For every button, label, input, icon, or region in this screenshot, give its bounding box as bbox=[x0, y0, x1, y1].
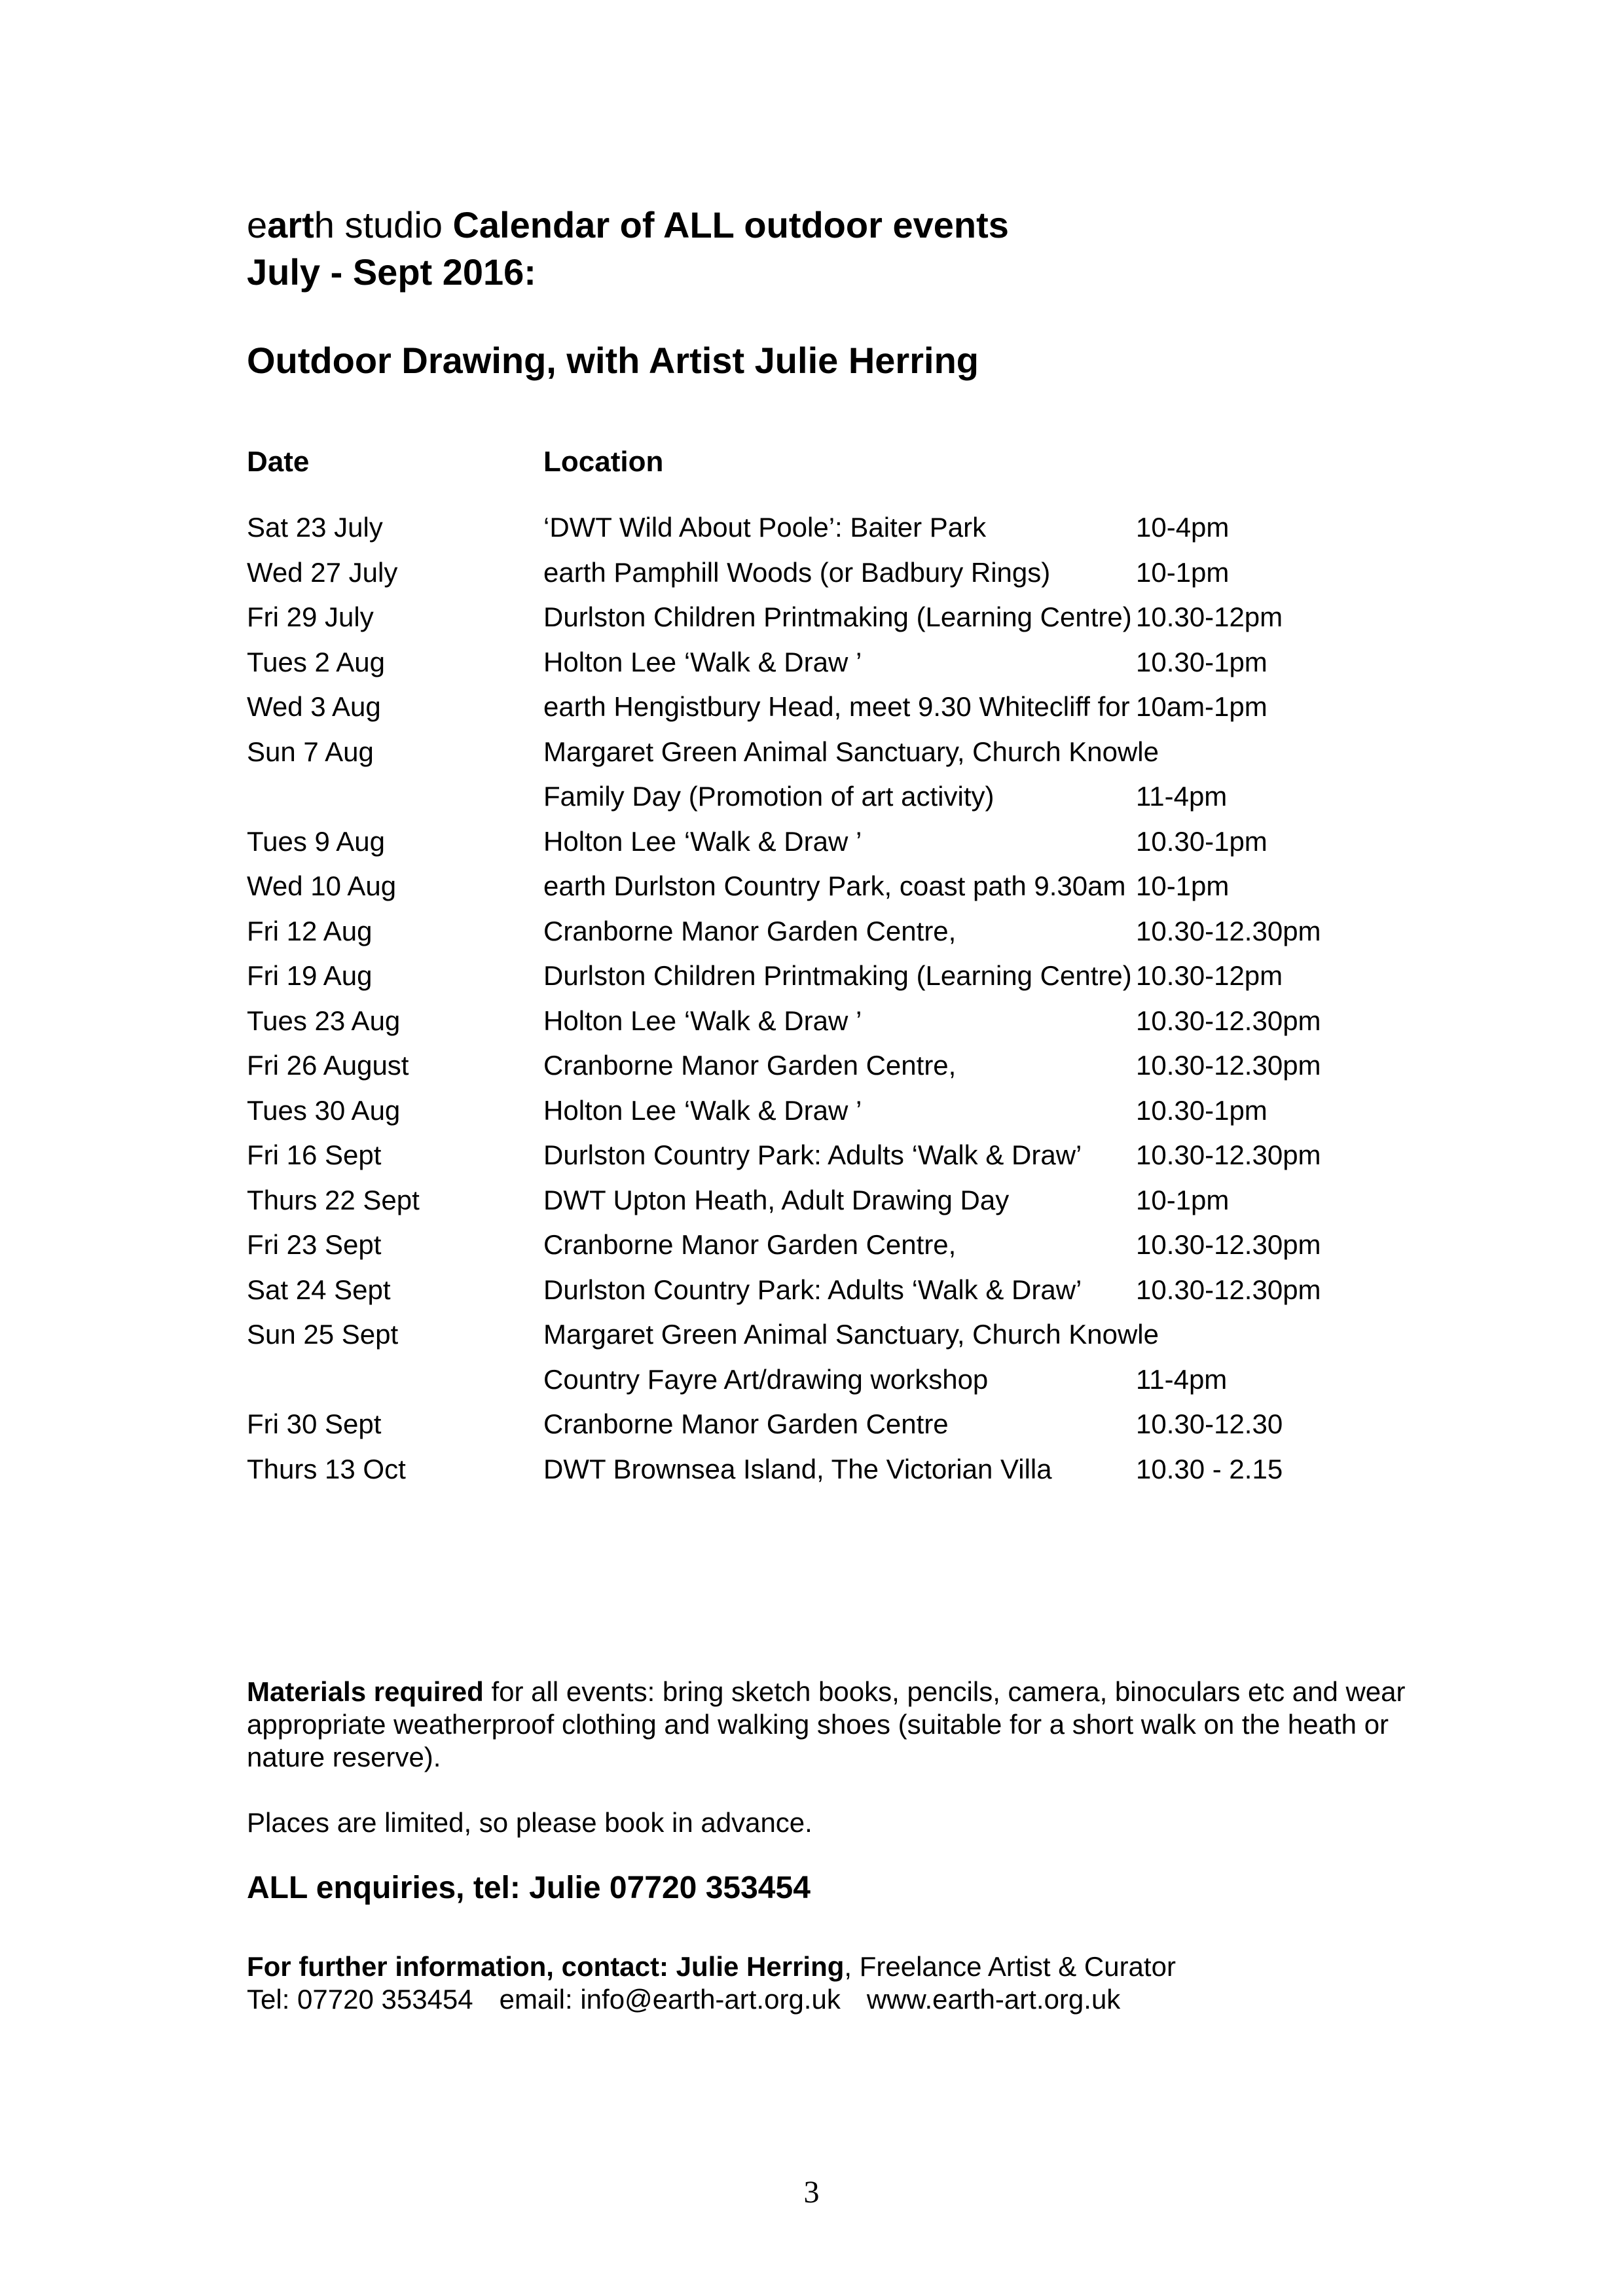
table-row bbox=[247, 599, 1425, 644]
contact-block bbox=[247, 1950, 1176, 2016]
contact-line-1 bbox=[247, 1950, 1176, 1983]
event-time: 10.30-12.30pm bbox=[1136, 1050, 1321, 1081]
event-location: Cranborne Manor Garden Centre, bbox=[543, 915, 957, 946]
page-number: 3 bbox=[803, 2175, 820, 2210]
table-row bbox=[247, 1406, 1425, 1451]
brand-e: e bbox=[247, 204, 268, 245]
table-row bbox=[247, 1272, 1425, 1317]
event-location: Durlston Country Park: Adults ‘Walk & Draw’ bbox=[543, 1139, 1082, 1170]
events-table bbox=[247, 509, 1425, 1496]
event-location: DWT Upton Heath, Adult Drawing Day bbox=[543, 1184, 1010, 1215]
table-row bbox=[247, 958, 1425, 1003]
event-date: Fri 30 Sept bbox=[247, 1408, 382, 1439]
event-location: Margaret Green Animal Sanctuary, Church Knowle bbox=[543, 736, 1159, 767]
table-row bbox=[247, 1137, 1425, 1182]
contact-tel: Tel: 07720 353454 bbox=[247, 1984, 473, 2015]
table-row bbox=[247, 1361, 1425, 1407]
event-time: 10-4pm bbox=[1136, 512, 1230, 543]
event-date: Tues 23 Aug bbox=[247, 1005, 401, 1036]
event-time: 10.30-1pm bbox=[1136, 646, 1267, 677]
enquiries-line: ALL enquiries, tel: Julie 07720 353454 bbox=[247, 1871, 811, 1905]
event-time: 10.30-12.30pm bbox=[1136, 915, 1321, 946]
event-location: Durlston Children Printmaking (Learning Centre) bbox=[543, 601, 1132, 632]
event-location: Holton Lee ‘Walk & Draw ’ bbox=[543, 1094, 862, 1126]
event-date: Thurs 22 Sept bbox=[247, 1184, 420, 1215]
event-time: 10.30-1pm bbox=[1136, 825, 1267, 857]
brand-studio: studio bbox=[334, 204, 453, 245]
event-date: Wed 3 Aug bbox=[247, 691, 381, 722]
table-row bbox=[247, 823, 1425, 869]
contact-website: www.earth-art.org.uk bbox=[866, 1984, 1121, 2015]
event-time: 10.30-12.30pm bbox=[1136, 1274, 1321, 1305]
event-date: Thurs 13 Oct bbox=[247, 1453, 406, 1484]
event-time: 10.30 - 2.15 bbox=[1136, 1453, 1283, 1484]
materials-label: Materials required bbox=[247, 1676, 484, 1707]
event-date: Sun 25 Sept bbox=[247, 1319, 399, 1350]
event-location: earth Pamphill Woods (or Badbury Rings) bbox=[543, 556, 1051, 588]
event-time: 10am-1pm bbox=[1136, 691, 1267, 722]
table-row bbox=[247, 1182, 1425, 1227]
event-date: Fri 19 Aug bbox=[247, 960, 373, 991]
event-date: Fri 29 July bbox=[247, 601, 374, 632]
event-date: Wed 27 July bbox=[247, 556, 398, 588]
event-date: Tues 2 Aug bbox=[247, 646, 385, 677]
table-row bbox=[247, 509, 1425, 554]
event-location: earth Hengistbury Head, meet 9.30 Whitecliff for bbox=[543, 691, 1130, 722]
event-location: Durlston Children Printmaking (Learning Centre) bbox=[543, 960, 1132, 991]
event-location: Holton Lee ‘Walk & Draw ’ bbox=[543, 825, 862, 857]
event-time: 10.30-12.30pm bbox=[1136, 1139, 1321, 1170]
column-header-location: Location bbox=[543, 446, 664, 478]
document-title bbox=[247, 202, 1009, 296]
event-time: 10.30-1pm bbox=[1136, 1094, 1267, 1126]
title-bold: Calendar of ALL outdoor events bbox=[452, 204, 1009, 245]
event-date: Fri 23 Sept bbox=[247, 1229, 382, 1260]
places-note: Places are limited, so please book in advance. bbox=[247, 1807, 812, 1838]
materials-paragraph bbox=[247, 1676, 1425, 1774]
event-location: ‘DWT Wild About Poole’: Baiter Park bbox=[543, 512, 987, 543]
table-row bbox=[247, 1047, 1425, 1092]
event-location: Family Day (Promotion of art activity) bbox=[543, 781, 994, 812]
event-date: Tues 30 Aug bbox=[247, 1094, 401, 1126]
table-row bbox=[247, 868, 1425, 913]
event-date: Sat 23 July bbox=[247, 512, 383, 543]
materials-text: for all events: bring sketch books, pencils, camera, binoculars etc and wear appropriate weatherproof clothing and walking shoes (suitable for a short walk on the heath or nature reserve). bbox=[247, 1676, 1406, 1772]
table-row bbox=[247, 1316, 1425, 1361]
table-row bbox=[247, 1003, 1425, 1048]
table-row bbox=[247, 689, 1425, 734]
title-line-2: July - Sept 2016: bbox=[247, 251, 536, 293]
event-location: Cranborne Manor Garden Centre, bbox=[543, 1229, 957, 1260]
table-row bbox=[247, 1451, 1425, 1496]
column-header-date: Date bbox=[247, 446, 310, 478]
event-time: 10-1pm bbox=[1136, 870, 1230, 901]
title-line-1 bbox=[247, 202, 1009, 249]
event-date: Tues 9 Aug bbox=[247, 825, 385, 857]
event-location: Holton Lee ‘Walk & Draw ’ bbox=[543, 1005, 862, 1036]
event-date: Fri 26 August bbox=[247, 1050, 409, 1081]
contact-role: , Freelance Artist & Curator bbox=[844, 1951, 1176, 1982]
table-row bbox=[247, 1092, 1425, 1138]
event-time: 10.30-12.30 bbox=[1136, 1408, 1283, 1439]
brand-h: h bbox=[314, 204, 335, 245]
event-location: earth Durlston Country Park, coast path 9.30am bbox=[543, 870, 1126, 901]
contact-email: email: info@earth-art.org.uk bbox=[499, 1984, 841, 2015]
table-row bbox=[247, 1227, 1425, 1272]
event-date: Fri 12 Aug bbox=[247, 915, 373, 946]
event-location: Country Fayre Art/drawing workshop bbox=[543, 1363, 989, 1395]
table-row bbox=[247, 913, 1425, 958]
event-time: 10.30-12.30pm bbox=[1136, 1229, 1321, 1260]
event-date: Fri 16 Sept bbox=[247, 1139, 382, 1170]
event-time: 10.30-12pm bbox=[1136, 601, 1283, 632]
event-date: Sat 24 Sept bbox=[247, 1274, 391, 1305]
event-date: Wed 10 Aug bbox=[247, 870, 397, 901]
event-time: 11-4pm bbox=[1136, 781, 1228, 812]
event-location: DWT Brownsea Island, The Victorian Villa bbox=[543, 1453, 1052, 1484]
brand-art: art bbox=[267, 204, 314, 245]
table-row bbox=[247, 734, 1425, 779]
event-location: Holton Lee ‘Walk & Draw ’ bbox=[543, 646, 862, 677]
contact-label: For further information, contact: Julie Herring bbox=[247, 1951, 845, 1982]
contact-line-2 bbox=[247, 1983, 1176, 2016]
table-row bbox=[247, 644, 1425, 689]
event-time: 10-1pm bbox=[1136, 1184, 1230, 1215]
event-time: 10.30-12pm bbox=[1136, 960, 1283, 991]
table-row bbox=[247, 554, 1425, 600]
table-row bbox=[247, 778, 1425, 823]
event-location: Margaret Green Animal Sanctuary, Church Knowle bbox=[543, 1319, 1159, 1350]
event-time: 11-4pm bbox=[1136, 1363, 1228, 1395]
event-location: Cranborne Manor Garden Centre, bbox=[543, 1050, 957, 1081]
event-date: Sun 7 Aug bbox=[247, 736, 374, 767]
event-location: Cranborne Manor Garden Centre bbox=[543, 1408, 949, 1439]
event-time: 10.30-12.30pm bbox=[1136, 1005, 1321, 1036]
event-time: 10-1pm bbox=[1136, 556, 1230, 588]
event-location: Durlston Country Park: Adults ‘Walk & Draw’ bbox=[543, 1274, 1082, 1305]
section-heading: Outdoor Drawing, with Artist Julie Herring bbox=[247, 340, 979, 381]
